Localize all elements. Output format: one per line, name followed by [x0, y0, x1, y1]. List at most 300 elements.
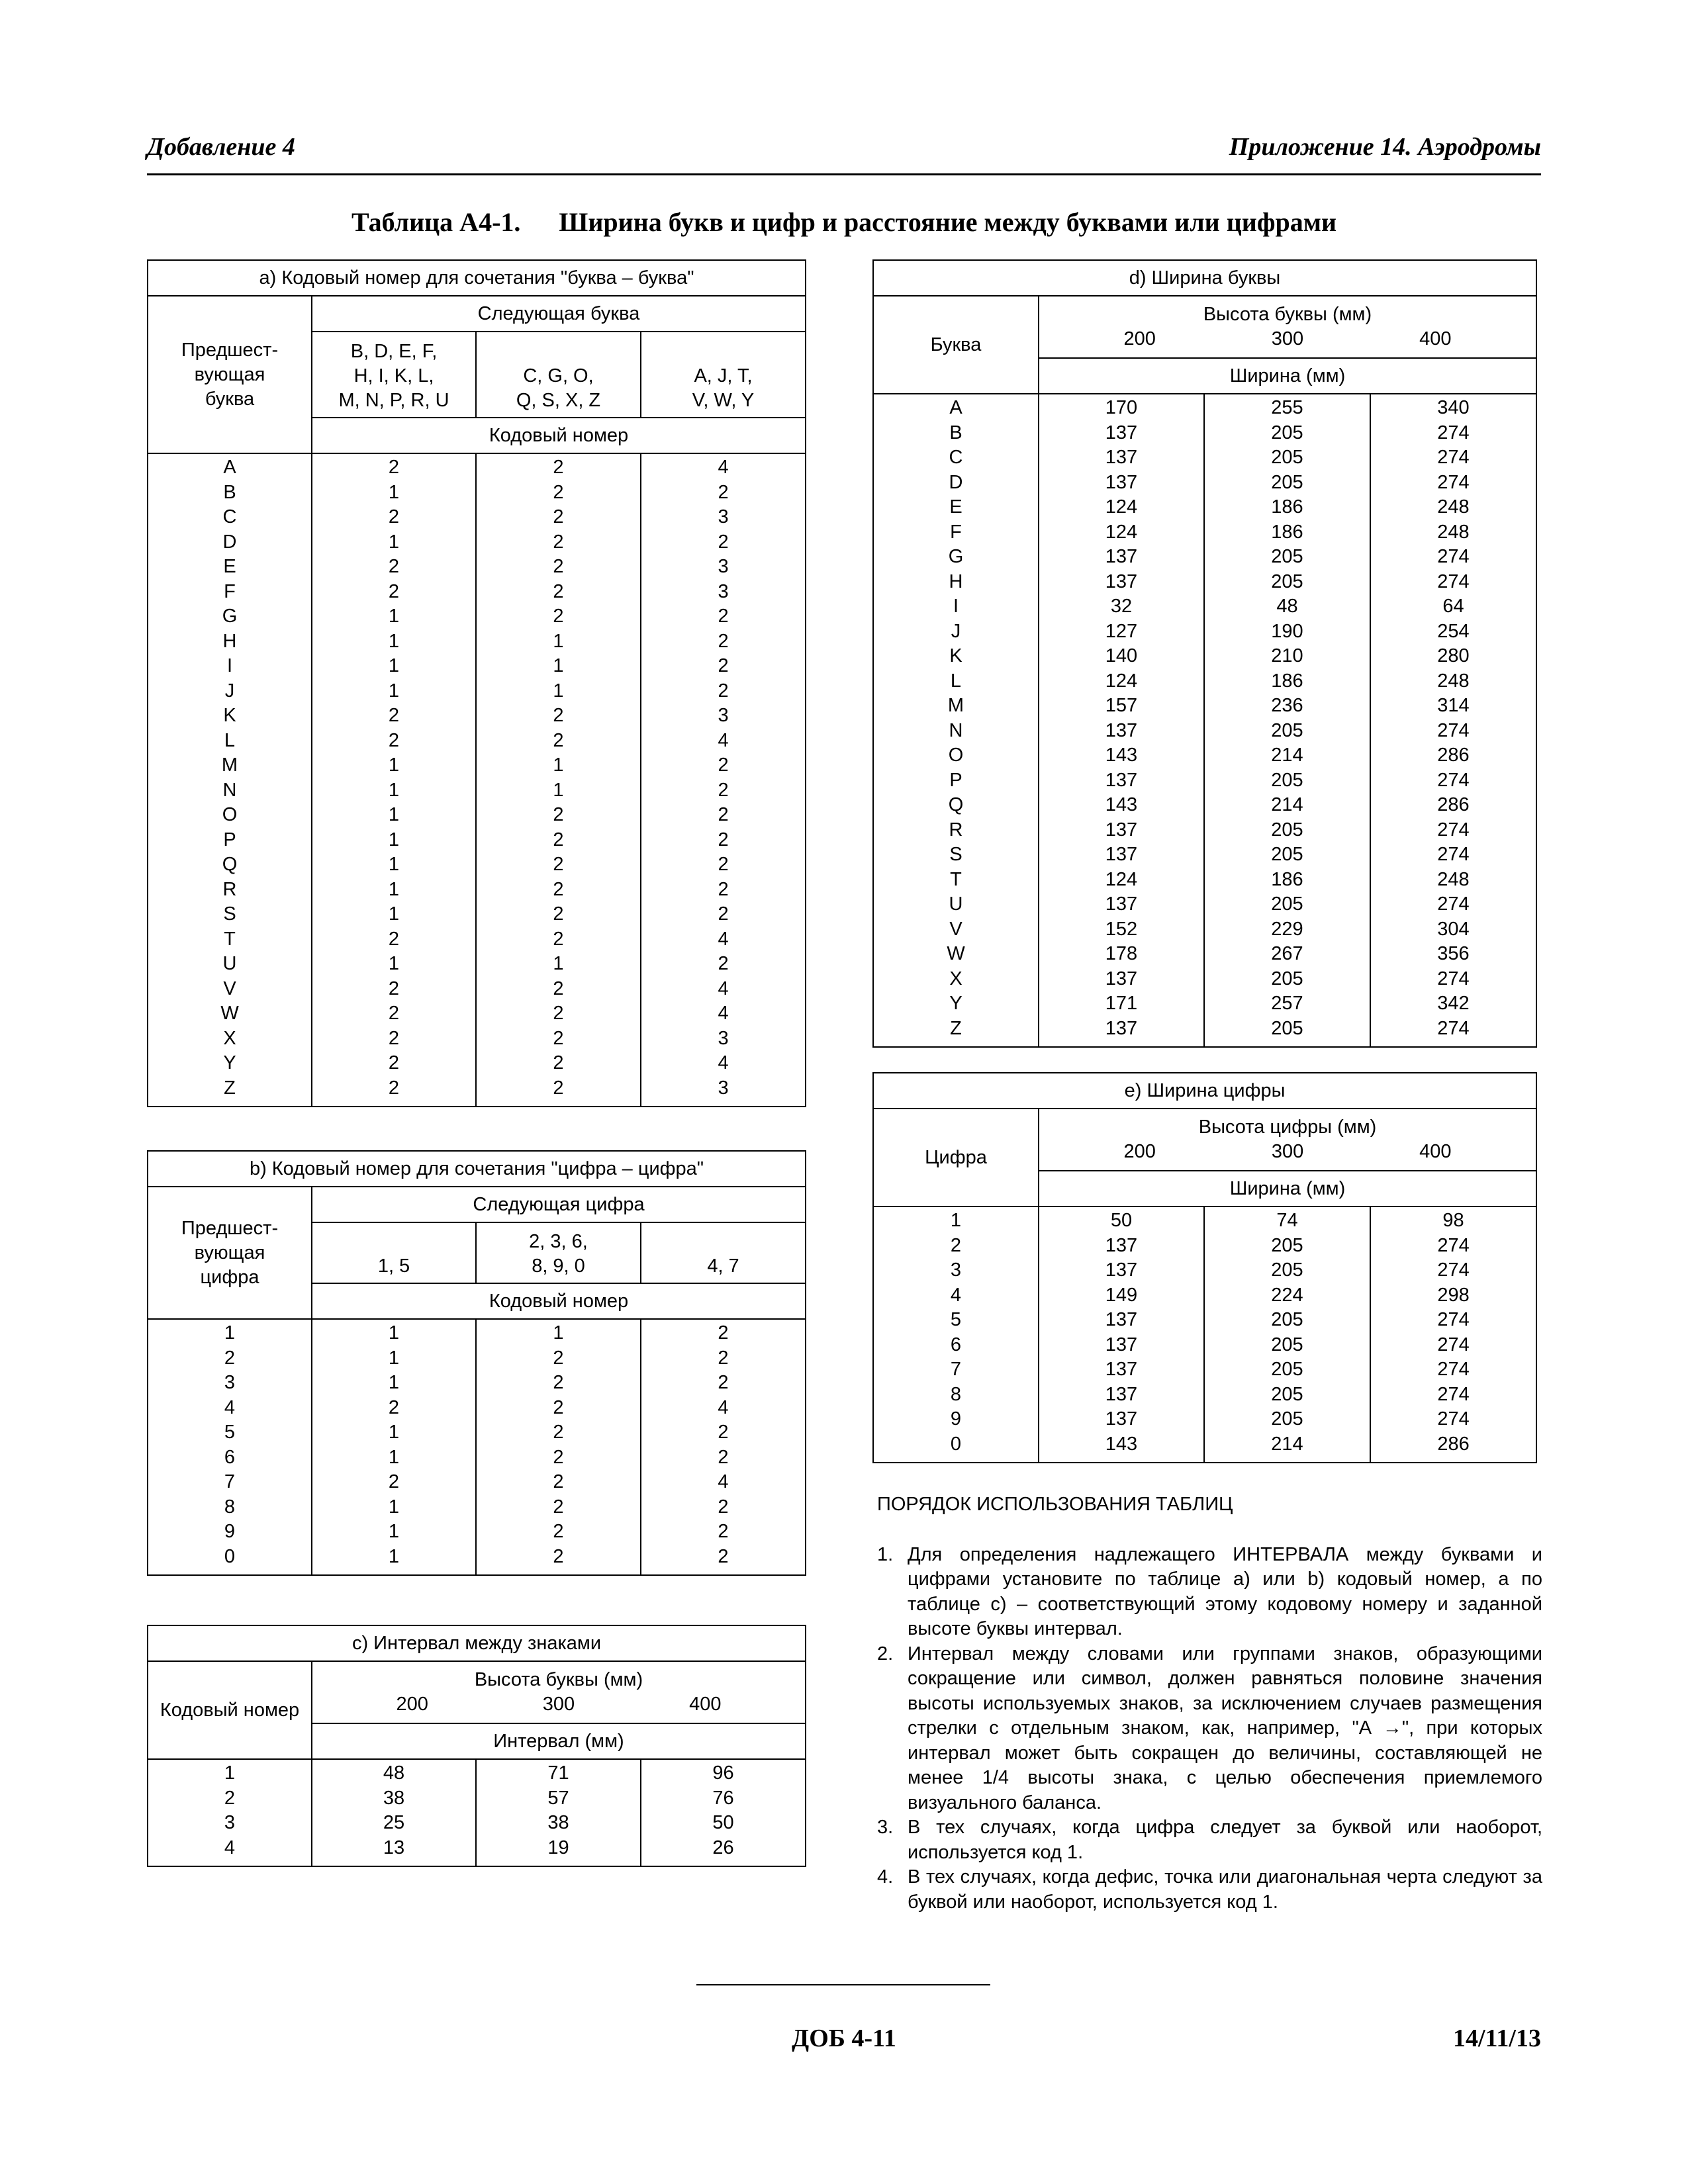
header-line: V, W, Y [692, 390, 755, 411]
table-cell: 274 [1437, 819, 1470, 841]
table-cell: 0 [224, 1545, 236, 1567]
table-cell: 1 [388, 754, 400, 776]
table-cell: 2 [718, 754, 729, 776]
table-cell: 26 [712, 1837, 734, 1858]
table-cell: 274 [1437, 570, 1470, 592]
table-cell: 2 [718, 680, 729, 702]
height-title: Высота цифры (мм) [1198, 1116, 1377, 1138]
table-cell: 205 [1271, 719, 1303, 741]
table-cell: 1 [388, 1446, 400, 1468]
table-cell: W [220, 1003, 239, 1024]
table-cell: 2 [553, 978, 564, 999]
table-b-col-group-1 [312, 1319, 476, 1575]
table-cell: 274 [1437, 471, 1470, 493]
table-a-col-letter [148, 453, 312, 1107]
table-cell: 1 [388, 531, 400, 553]
table-c-code-header: Кодовый номер [148, 1661, 312, 1759]
table-cell: 0 [950, 1433, 962, 1455]
table-cell: 50 [1110, 1210, 1133, 1231]
table-cell: 2 [224, 1787, 236, 1809]
table-cell: 1 [388, 779, 400, 801]
height-400: 400 [689, 1694, 722, 1715]
table-cell: Q [222, 854, 238, 875]
table-cell: 127 [1105, 620, 1138, 642]
table-cell: 1 [388, 1521, 400, 1542]
table-cell: 2 [553, 506, 564, 527]
table-cell: 137 [1105, 844, 1138, 865]
table-cell: 5 [224, 1422, 236, 1443]
table-cell: M [947, 695, 964, 716]
table-cell: 274 [1437, 1259, 1470, 1281]
table-cell: 2 [718, 630, 729, 652]
table-cell: F [950, 521, 962, 543]
table-cell: 2 [553, 556, 564, 577]
table-a-group-3-header [641, 332, 806, 418]
table-cell: W [947, 943, 965, 964]
height-values [312, 1692, 805, 1717]
table-cell: 137 [1105, 546, 1138, 567]
table-d-letter-header: Буква [873, 296, 1039, 394]
running-header-right: Приложение 14. Аэродромы [1229, 133, 1541, 161]
table-e-digit-header: Цифра [873, 1109, 1039, 1206]
table-cell: 2 [553, 1446, 564, 1468]
table-cell: U [949, 893, 963, 915]
table-cell: Y [223, 1052, 236, 1073]
table-cell: 274 [1437, 1017, 1470, 1039]
table-cell: 2 [718, 1496, 729, 1518]
table-e-value-header: Ширина (мм) [1039, 1171, 1536, 1206]
table-cell: 186 [1271, 868, 1303, 890]
table-cell: 2 [553, 829, 564, 850]
table-cell: 2 [718, 531, 729, 553]
table-cell: H [222, 630, 237, 652]
table-cell: 2 [553, 729, 564, 751]
table-cell: 205 [1271, 1017, 1303, 1039]
table-cell: 124 [1105, 496, 1138, 518]
table-cell: 137 [1105, 1234, 1138, 1256]
table-cell: 274 [1437, 1334, 1470, 1355]
table-cell: 7 [224, 1471, 236, 1492]
table-cell: 137 [1105, 968, 1138, 989]
table-cell: 137 [1105, 447, 1138, 468]
height-title: Высота буквы (мм) [474, 1669, 643, 1690]
table-cell: 3 [718, 1027, 729, 1049]
table-cell: 1 [388, 829, 400, 850]
table-a-prev-letter-header [148, 296, 312, 453]
table-cell: 274 [1437, 844, 1470, 865]
height-300: 300 [1271, 328, 1304, 349]
table-cell: 1 [553, 953, 564, 974]
table-cell: 5 [950, 1309, 962, 1330]
table-cell: 2 [553, 903, 564, 925]
table-cell: 274 [1437, 546, 1470, 567]
table-cell: 304 [1437, 918, 1470, 940]
table-cell: 2 [718, 1347, 729, 1369]
table-cell: 2 [718, 1521, 729, 1542]
table-cell: 1 [388, 878, 400, 900]
note-item [877, 1642, 1542, 1816]
table-cell: 1 [388, 903, 400, 925]
header-line: Предшест- [181, 339, 279, 361]
table-cell: 2 [388, 729, 400, 751]
height-title: Высота буквы (мм) [1203, 304, 1372, 325]
table-cell: 286 [1437, 745, 1470, 766]
table-cell: 286 [1437, 1433, 1470, 1455]
table-cell: 1 [553, 655, 564, 676]
table-cell: S [949, 844, 962, 865]
table-cell: 205 [1271, 546, 1303, 567]
table-cell: L [224, 729, 236, 751]
header-line: 1, 5 [377, 1255, 410, 1277]
table-cell: 137 [1105, 422, 1138, 443]
table-cell: E [949, 496, 962, 518]
table-cell: 140 [1105, 645, 1138, 666]
table-cell: 248 [1437, 521, 1470, 543]
table-b-code-header: Кодовый номер [312, 1283, 806, 1319]
table-cell: 205 [1271, 844, 1303, 865]
table-cell: 2 [718, 606, 729, 627]
table-cell: 2 [553, 580, 564, 602]
header-line: H, I, K, L, [353, 365, 434, 387]
table-b-caption: b) Кодовый номер для сочетания "цифра – цифра" [148, 1151, 806, 1187]
table-cell: 1 [553, 779, 564, 801]
table-cell: 255 [1271, 397, 1303, 418]
table-cell: 2 [553, 1471, 564, 1492]
table-cell: 186 [1271, 496, 1303, 518]
table-cell: 137 [1105, 1309, 1138, 1330]
table-cell: 2 [553, 1077, 564, 1099]
table-cell: 1 [388, 953, 400, 974]
table-cell: 96 [712, 1762, 734, 1784]
table-cell: K [949, 645, 962, 666]
table-cell: 2 [553, 878, 564, 900]
table-cell: 4 [718, 978, 729, 999]
table-cell: 274 [1437, 422, 1470, 443]
table-cell: 274 [1437, 1234, 1470, 1256]
page-date: 14/11/13 [1452, 2025, 1541, 2052]
table-cell: L [950, 670, 962, 692]
table-cell: 4 [224, 1837, 236, 1858]
table-cell: 3 [718, 556, 729, 577]
table-cell: 2 [388, 1396, 400, 1418]
table-cell: 274 [1437, 719, 1470, 741]
table-cell: 2 [718, 804, 729, 825]
table-cell: 9 [950, 1408, 962, 1430]
table-cell: 314 [1437, 695, 1470, 716]
table-main-title [0, 206, 1688, 238]
table-cell: 1 [388, 655, 400, 676]
table-cell: 280 [1437, 645, 1470, 666]
table-cell: G [222, 606, 238, 627]
table-c-spacing [147, 1625, 806, 1867]
table-cell: O [222, 804, 238, 825]
table-cell: 248 [1437, 496, 1470, 518]
table-cell: 2 [388, 580, 400, 602]
table-cell: 274 [1437, 1359, 1470, 1380]
table-c-caption: c) Интервал между знаками [148, 1625, 806, 1661]
table-e-digit-width [872, 1072, 1537, 1463]
table-cell: 2 [718, 655, 729, 676]
table-cell: 267 [1271, 943, 1303, 964]
table-b-prev-digit-header [148, 1187, 312, 1319]
footer-rule [696, 1984, 990, 1985]
table-cell: 38 [547, 1812, 569, 1833]
table-cell: 137 [1105, 570, 1138, 592]
note-text: В тех случаях, когда дефис, точка или диагональная черта следуют за буквой или наоборот, используется код 1. [908, 1866, 1542, 1913]
table-a-code-header: Кодовый номер [312, 418, 806, 453]
table-cell: 2 [718, 1446, 729, 1468]
header-line: 2, 3, 6, [529, 1231, 588, 1252]
height-values [1039, 1140, 1536, 1164]
header-line: вующая [194, 1242, 265, 1263]
table-cell: P [949, 769, 962, 791]
table-cell: 2 [718, 1422, 729, 1443]
table-cell: 137 [1105, 1017, 1138, 1039]
table-c-height-header [312, 1661, 806, 1723]
table-cell: 190 [1271, 620, 1303, 642]
table-c-col-300 [476, 1759, 641, 1866]
table-cell: 76 [712, 1787, 734, 1809]
table-cell: D [949, 471, 963, 493]
table-b-group-2-header [476, 1222, 641, 1283]
table-cell: Z [224, 1077, 236, 1099]
table-e-caption: e) Ширина цифры [873, 1073, 1536, 1109]
table-cell: 98 [1442, 1210, 1464, 1231]
table-cell: 9 [224, 1521, 236, 1542]
table-cell: 1 [388, 630, 400, 652]
table-cell: 2 [388, 457, 400, 478]
table-cell: V [949, 918, 962, 940]
table-cell: 2 [553, 1396, 564, 1418]
table-cell: 186 [1271, 521, 1303, 543]
table-cell: 3 [718, 1077, 729, 1099]
table-cell: 274 [1437, 1408, 1470, 1430]
table-cell: 205 [1271, 1334, 1303, 1355]
table-cell: 2 [553, 1545, 564, 1567]
table-cell: 48 [1276, 596, 1298, 617]
table-cell: 1 [388, 1422, 400, 1443]
header-line: 8, 9, 0 [532, 1255, 585, 1277]
table-cell: 205 [1271, 1408, 1303, 1430]
table-cell: 205 [1271, 1259, 1303, 1281]
table-a-group-2-header [476, 332, 641, 418]
table-cell: I [953, 596, 959, 617]
table-b-group-1-header [312, 1222, 476, 1283]
height-300: 300 [1271, 1141, 1304, 1162]
table-c-col-400 [641, 1759, 806, 1866]
header-line: Q, S, X, Z [516, 390, 601, 411]
table-cell: 2 [388, 1027, 400, 1049]
table-cell: 2 [553, 928, 564, 950]
table-cell: 1 [224, 1322, 236, 1343]
table-cell: 1 [388, 680, 400, 702]
table-cell: 1 [388, 481, 400, 503]
table-cell: 7 [950, 1359, 962, 1380]
table-a-caption: a) Кодовый номер для сочетания "буква – буква" [148, 260, 806, 296]
table-cell: 214 [1271, 794, 1303, 815]
note-number: 1. [877, 1543, 894, 1565]
table-a-col-group-3 [641, 453, 806, 1107]
table-cell: 286 [1437, 794, 1470, 815]
table-cell: 205 [1271, 1234, 1303, 1256]
table-cell: 224 [1271, 1284, 1303, 1306]
table-cell: 137 [1105, 471, 1138, 493]
table-cell: X [949, 968, 962, 989]
table-cell: 4 [950, 1284, 962, 1306]
usage-notes [877, 1492, 1542, 1915]
table-cell: 2 [553, 1521, 564, 1542]
table-a-letter-letter-codes [147, 259, 806, 1107]
table-cell: 71 [547, 1762, 569, 1784]
table-d-letter-width [872, 259, 1537, 1048]
table-e-col-200 [1039, 1206, 1204, 1463]
table-cell: 1 [553, 1322, 564, 1343]
table-cell: T [224, 928, 236, 950]
table-cell: 210 [1271, 645, 1303, 666]
table-b-next-digit-header: Следующая цифра [312, 1187, 806, 1222]
table-cell: 1 [388, 1322, 400, 1343]
table-cell: 8 [950, 1383, 962, 1405]
table-cell: 214 [1271, 1433, 1303, 1455]
table-cell: D [222, 531, 237, 553]
table-cell: 3 [718, 705, 729, 726]
table-cell: 1 [388, 606, 400, 627]
table-cell: 124 [1105, 670, 1138, 692]
table-cell: 1 [950, 1210, 962, 1231]
table-cell: 19 [547, 1837, 569, 1858]
table-cell: J [224, 680, 235, 702]
table-cell: 2 [718, 1545, 729, 1567]
table-cell: A [949, 397, 962, 418]
table-cell: 274 [1437, 769, 1470, 791]
table-cell: M [221, 754, 238, 776]
table-e-col-400 [1370, 1206, 1536, 1463]
header-line: B, D, E, F, [350, 341, 438, 362]
table-cell: 340 [1437, 397, 1470, 418]
table-cell: 214 [1271, 745, 1303, 766]
table-cell: 137 [1105, 1259, 1138, 1281]
table-cell: 2 [718, 779, 729, 801]
table-cell: 6 [950, 1334, 962, 1355]
table-cell: 2 [388, 1077, 400, 1099]
table-cell: 3 [224, 1372, 236, 1393]
table-cell: 143 [1105, 745, 1138, 766]
table-cell: 274 [1437, 1309, 1470, 1330]
table-cell: 186 [1271, 670, 1303, 692]
header-line: Предшест- [181, 1217, 279, 1239]
table-cell: 137 [1105, 1334, 1138, 1355]
table-cell: 124 [1105, 868, 1138, 890]
table-cell: 1 [388, 1545, 400, 1567]
table-b-digit-digit-codes [147, 1150, 806, 1576]
table-cell: N [949, 719, 963, 741]
table-cell: S [223, 903, 236, 925]
table-cell: 205 [1271, 422, 1303, 443]
table-cell: 205 [1271, 1309, 1303, 1330]
table-cell: 205 [1271, 893, 1303, 915]
table-cell: 2 [553, 1372, 564, 1393]
height-400: 400 [1419, 1141, 1452, 1162]
table-cell: 2 [388, 928, 400, 950]
table-cell: 48 [383, 1762, 405, 1784]
table-cell: 143 [1105, 1433, 1138, 1455]
table-d-col-200 [1039, 394, 1204, 1047]
table-cell: 274 [1437, 1383, 1470, 1405]
table-cell: 205 [1271, 1383, 1303, 1405]
table-cell: C [222, 506, 237, 527]
table-cell: 248 [1437, 670, 1470, 692]
table-cell: 3 [950, 1259, 962, 1281]
usage-notes-title: ПОРЯДОК ИСПОЛЬЗОВАНИЯ ТАБЛИЦ [877, 1494, 1233, 1515]
table-cell: Y [949, 993, 962, 1014]
table-cell: T [950, 868, 962, 890]
table-cell: 2 [388, 556, 400, 577]
table-cell: 4 [718, 729, 729, 751]
table-cell: 6 [224, 1446, 236, 1468]
height-400: 400 [1419, 328, 1452, 349]
table-cell: B [949, 422, 962, 443]
table-cell: 2 [553, 804, 564, 825]
table-cell: 298 [1437, 1284, 1470, 1306]
table-cell: 137 [1105, 1359, 1138, 1380]
table-cell: 2 [553, 1347, 564, 1369]
table-cell: 205 [1271, 471, 1303, 493]
table-cell: 2 [224, 1347, 236, 1369]
table-cell: 50 [712, 1812, 734, 1833]
table-a-col-group-2 [476, 453, 641, 1107]
table-cell: 274 [1437, 447, 1470, 468]
table-cell: 137 [1105, 769, 1138, 791]
table-cell: 1 [388, 854, 400, 875]
table-b-col-digit [148, 1319, 312, 1575]
height-200: 200 [1123, 328, 1156, 349]
table-cell: K [223, 705, 236, 726]
table-cell: 2 [553, 457, 564, 478]
header-line: цифра [200, 1266, 259, 1288]
table-cell: 236 [1271, 695, 1303, 716]
table-cell: 74 [1276, 1210, 1298, 1231]
table-cell: 4 [224, 1396, 236, 1418]
table-cell: 2 [553, 606, 564, 627]
table-cell: J [951, 620, 961, 642]
table-cell: 2 [388, 705, 400, 726]
table-cell: 342 [1437, 993, 1470, 1014]
table-c-col-200 [312, 1759, 476, 1866]
table-cell: V [223, 978, 236, 999]
table-cell: N [222, 779, 237, 801]
table-cell: 2 [553, 854, 564, 875]
table-cell: 3 [718, 506, 729, 527]
header-line: C, G, O, [523, 365, 594, 387]
table-cell: H [949, 570, 963, 592]
table-d-col-300 [1204, 394, 1370, 1047]
table-cell: 2 [553, 481, 564, 503]
page-number: ДОБ 4-11 [792, 2025, 896, 2052]
header-rule [147, 173, 1541, 175]
table-cell: 2 [718, 1322, 729, 1343]
table-cell: 1 [388, 804, 400, 825]
table-cell: 205 [1271, 447, 1303, 468]
table-cell: 2 [388, 1471, 400, 1492]
header-line: M, N, P, R, U [338, 390, 449, 411]
note-text: Для определения надлежащего ИНТЕРВАЛА между буквами и цифрами установите по таблице a) или b) кодовый номер, а по таблице c) – соответствующий этому кодовому номеру и заданной высоте буквы интервал. [908, 1543, 1542, 1639]
table-cell: I [226, 655, 233, 676]
table-cell: 171 [1105, 993, 1138, 1014]
table-e-col-300 [1204, 1206, 1370, 1463]
table-cell: 205 [1271, 1359, 1303, 1380]
table-cell: 205 [1271, 819, 1303, 841]
table-cell: 149 [1105, 1284, 1138, 1306]
